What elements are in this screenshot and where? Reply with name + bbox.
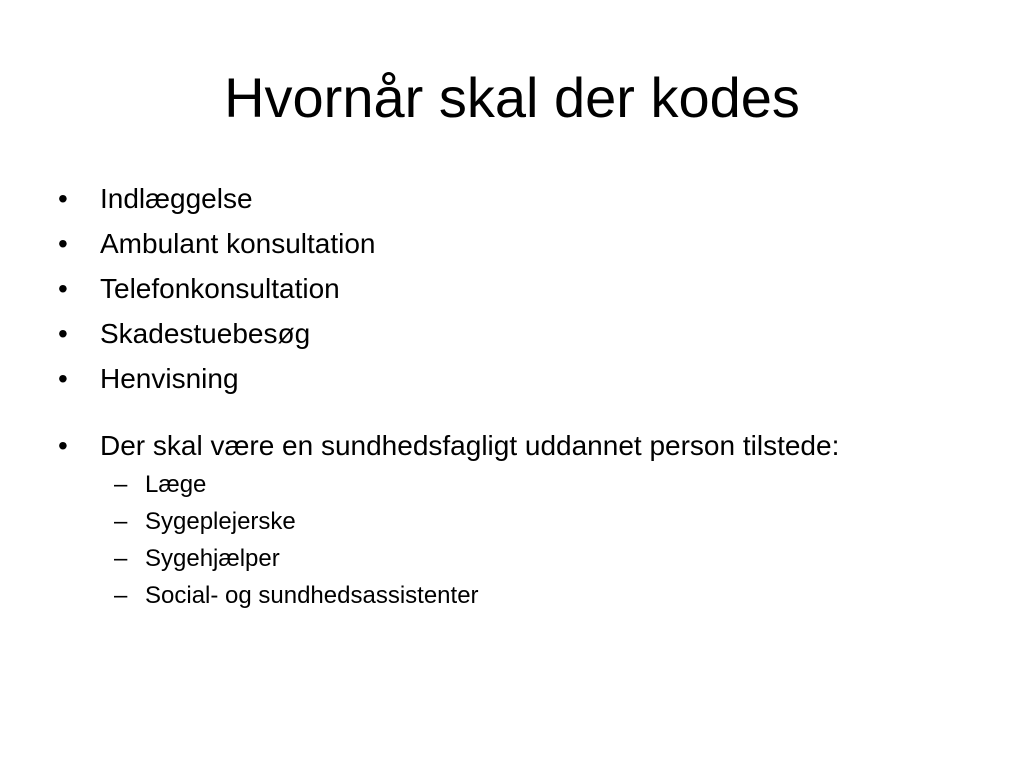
list-item-label: Telefonkonsultation xyxy=(100,273,340,304)
personnel-item xyxy=(58,429,958,610)
personnel-sublist xyxy=(100,471,958,610)
list-item-label: Ambulant konsultation xyxy=(100,228,376,259)
dash-icon: – xyxy=(114,471,128,498)
list-item xyxy=(58,317,958,351)
bullet-icon: • xyxy=(58,183,68,214)
dash-icon: – xyxy=(114,582,128,609)
sublist-item xyxy=(100,582,958,610)
sublist-item xyxy=(100,471,958,499)
bullet-icon: • xyxy=(58,318,68,349)
list-item-label: Indlæggelse xyxy=(100,183,253,214)
sublist-item-label: Sygehjælper xyxy=(145,545,280,572)
dash-icon: – xyxy=(114,545,128,572)
bullet-icon: • xyxy=(58,430,68,461)
sublist-item xyxy=(100,508,958,536)
sublist-item xyxy=(100,545,958,573)
list-item xyxy=(58,272,958,306)
sublist-item-label: Sygeplejerske xyxy=(145,508,296,535)
bullet-icon: • xyxy=(58,273,68,304)
sublist-item-label: Læge xyxy=(145,471,207,498)
list-item xyxy=(58,227,958,261)
list-item-label: Henvisning xyxy=(100,363,239,394)
list-item xyxy=(58,362,958,396)
bullet-list xyxy=(58,182,958,621)
list-item-label: Skadestuebesøg xyxy=(100,318,311,349)
sublist-item-label: Social- og sundhedsassistenter xyxy=(145,582,479,609)
dash-icon: – xyxy=(114,508,128,535)
slide-title: Hvornår skal der kodes xyxy=(224,66,800,129)
personnel-label: Der skal være en sundhedsfagligt uddannet person tilstede: xyxy=(100,430,840,461)
bullet-icon: • xyxy=(58,363,68,394)
list-item xyxy=(58,182,958,216)
bullet-icon: • xyxy=(58,228,68,259)
